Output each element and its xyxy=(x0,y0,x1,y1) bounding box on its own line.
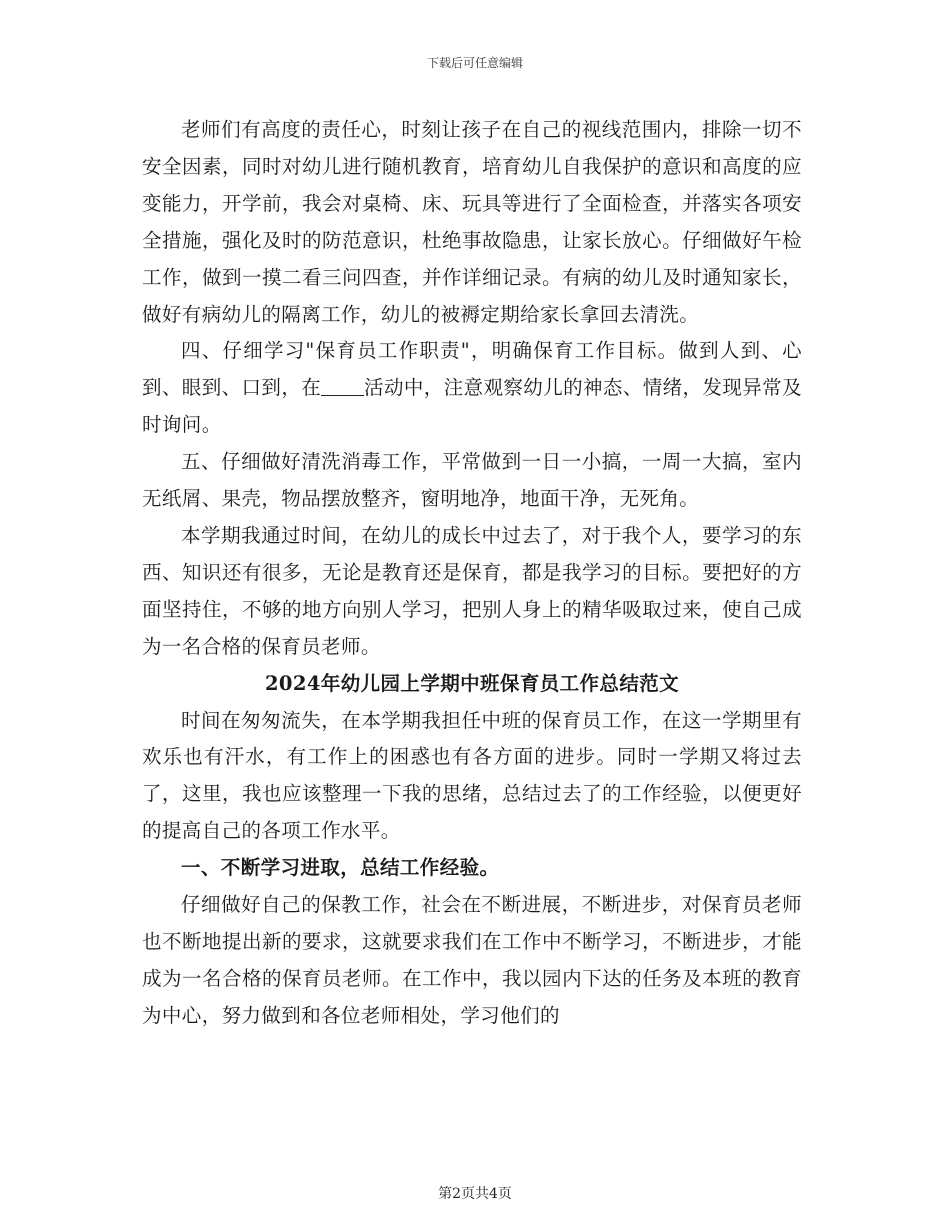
document-body xyxy=(142,112,802,1035)
paragraph-duties xyxy=(142,333,802,444)
section-paragraph: 仔细做好自己的保教工作，社会在不断进展，不断进步，对保育员老师也不断地提出新的要求，这就要求我们在工作中不断学习，不断进步，才能成为一名合格的保育员老师。在工作中，我以园内下达的任务及本班的教育为中心，努力做到和各位老师相处，学习他们的 xyxy=(142,893,802,1027)
paragraph-duties-before: 四、仔细学习"保育员工作职责"，明确保育工作目标。做到人到、心到、眼到、口到，在 xyxy=(142,339,802,400)
paragraph-duties-after: 活动中，注意观察幼儿的神态、情绪，发现异常及时询问。 xyxy=(142,376,802,437)
fill-in-blank xyxy=(321,376,364,397)
article-intro: 时间在匆匆流失，在本学期我担任中班的保育员工作，在这一学期里有欢乐也有汗水，有工作上的困惑也有各方面的进步。同时一学期又将过去了，这里，我也应该整理一下我的思绪，总结过去了的工作经验，以便更好的提高自己的各项工作水平。 xyxy=(142,708,802,843)
page-number: 第2页共4页 xyxy=(438,1186,512,1202)
page-header: 下载后可任意编辑 xyxy=(426,56,523,70)
article-title: 2024年幼儿园上学期中班保育员工作总结范文 xyxy=(264,671,680,695)
paragraph-safety: 老师们有高度的责任心，时刻让孩子在自己的视线范围内，排除一切不安全因素，同时对幼儿进行随机教育，培育幼儿自我保护的意识和高度的应变能力，开学前，我会对桌椅、床、玩具等进行了全面检查，并落实各项安全措施，强化及时的防范意识，杜绝事故隐患，让家长放心。仔细做好午检工作，做到一摸二看三问四查，并作详细记录。有病的幼儿及时通知家长，做好有病幼儿的隔离工作，幼儿的被褥定期给家长拿回去清洗。 xyxy=(142,118,802,326)
paragraph-reflection: 本学期我通过时间，在幼儿的成长中过去了，对于我个人，要学习的东西、知识还有很多，无论是教育还是保育，都是我学习的目标。要把好的方面坚持住，不够的地方向别人学习，把别人身上的精华吸取过来，使自己成为一名合格的保育员老师。 xyxy=(142,523,802,658)
paragraph-cleaning: 五、仔细做好清洗消毒工作，平常做到一日一小搞，一周一大搞，室内无纸屑、果壳，物品摆放整齐，窗明地净，地面干净，无死角。 xyxy=(142,450,802,511)
section-heading: 一、不断学习进取，总结工作经验。 xyxy=(181,856,500,880)
